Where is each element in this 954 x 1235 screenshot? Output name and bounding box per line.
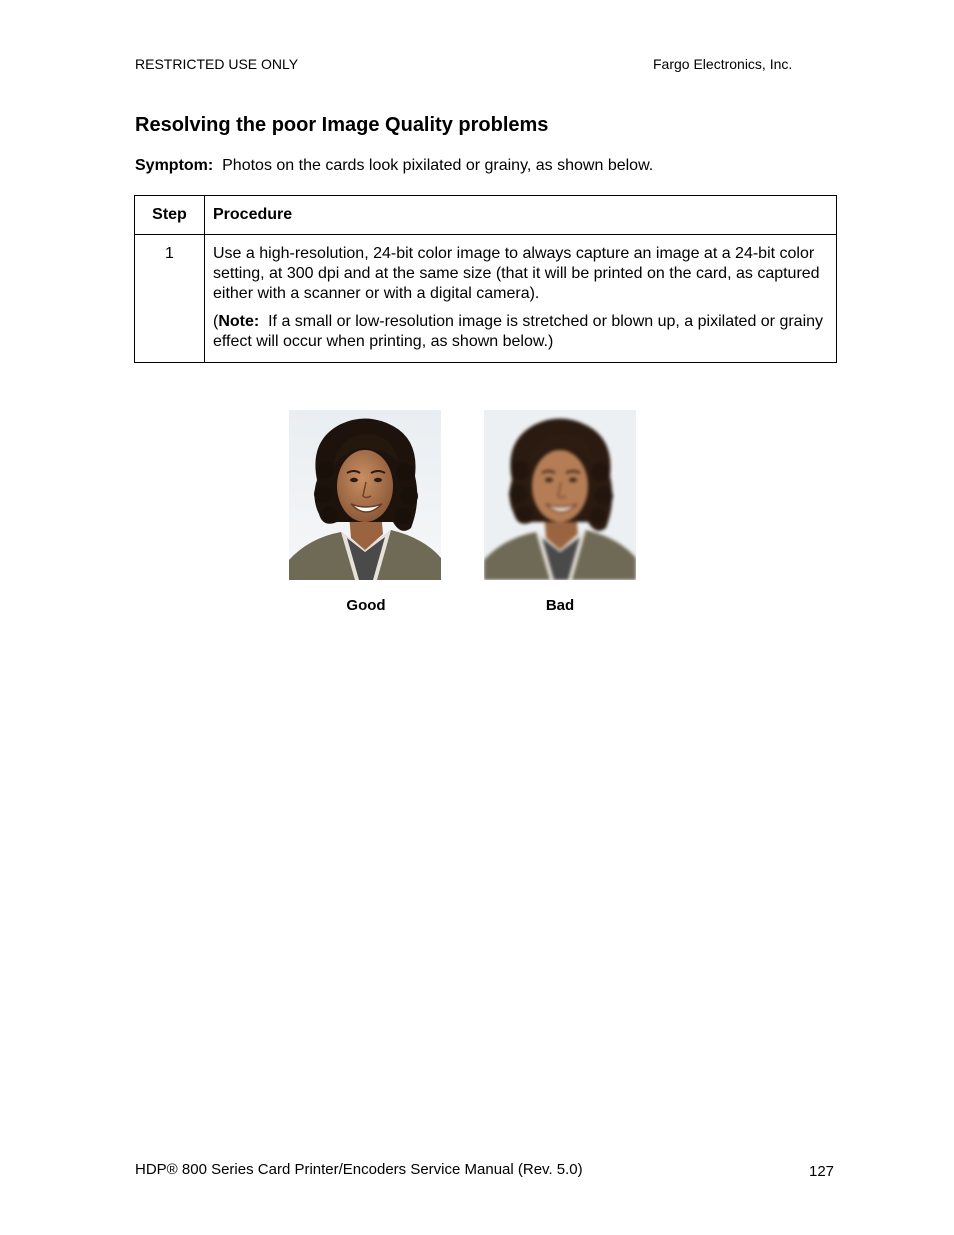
note-text: If a small or low-resolution image is stretched or blown up, a pixilated or grainy effect will occur when printing, as shown below.) [213,313,824,350]
page-number: 127 [809,1163,835,1180]
good-caption: Good [346,597,386,614]
section-title: Resolving the poor Image Quality problems [135,114,549,136]
note-open-paren: ( [213,313,219,330]
header-company: Fargo Electronics, Inc. [653,56,793,72]
column-header-step: Step [135,196,205,235]
procedure-cell [205,235,837,363]
good-portrait-photo [289,410,441,580]
symptom-line [135,156,653,175]
footer-manual-title: HDP® 800 Series Card Printer/Encoders Service Manual (Rev. 5.0) [135,1161,583,1178]
column-header-procedure: Procedure [205,196,837,235]
note-label: Note: [218,313,260,330]
header-restricted-notice: RESTRICTED USE ONLY [135,56,299,72]
table-row [135,235,837,363]
procedure-note [213,312,828,352]
step-number: 1 [135,235,205,363]
procedure-text: Use a high-resolution, 24-bit color image to always capture an image at a 24-bit color setting, at 300 dpi and at the same size (that it will be printed on the card, as captured either with a scanner or with a digital camera). [213,245,820,302]
symptom-label: Symptom: [135,157,214,174]
table-header-row [135,196,837,235]
bad-portrait-photo [484,410,636,580]
procedure-table [134,195,837,363]
bad-caption: Bad [545,597,575,614]
symptom-text: Photos on the cards look pixilated or grainy, as shown below. [222,157,654,174]
